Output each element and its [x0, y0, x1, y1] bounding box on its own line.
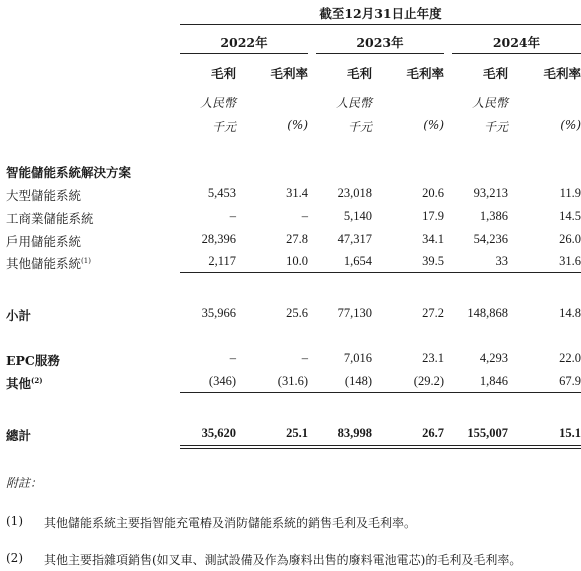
table-cell: 35,966	[201, 306, 236, 320]
table-cell: 25.6	[286, 306, 308, 320]
others-label-text: 其他	[6, 376, 32, 391]
table-cell: (31.6)	[277, 374, 308, 388]
table-cell: 67.9	[559, 374, 581, 388]
table-cell: 47,317	[337, 232, 372, 246]
table-cell: 1,654	[343, 254, 372, 268]
row-label-text: 其他儲能系統	[6, 256, 82, 271]
table-cell: 20.6	[422, 186, 444, 200]
row-label	[6, 254, 91, 272]
period-rule	[180, 24, 581, 25]
unit-margin-2022: (%)	[287, 118, 308, 132]
note-text-1: 其他儲能系統主要指智能充電樁及消防儲能系統的銷售毛利及毛利率。	[44, 516, 417, 530]
table-cell: 35,620	[201, 426, 236, 440]
table-cell: 5,140	[343, 209, 372, 223]
col-margin-2024: 毛利率	[543, 66, 581, 81]
others-rule	[180, 392, 581, 393]
year-2023-header: 2023年	[356, 35, 404, 50]
col-gp-2024: 毛利	[482, 66, 508, 81]
table-cell: 5,453	[207, 186, 236, 200]
table-cell: –	[301, 209, 308, 223]
table-cell: 14.8	[559, 306, 581, 320]
notes-heading: 附註：	[6, 476, 43, 490]
table-cell: 22.0	[559, 351, 581, 365]
table-cell: 4,293	[479, 351, 508, 365]
table-cell: 77,130	[337, 306, 372, 320]
table-cell: 11.9	[559, 186, 581, 200]
unit-gp-2022-line1: 人民幣	[199, 96, 236, 110]
note-marker-2: (2)	[6, 551, 23, 565]
table-cell: (148)	[344, 374, 372, 388]
table-cell: 33	[495, 254, 508, 268]
table-cell: 31.6	[559, 254, 581, 268]
table-cell: 93,213	[473, 186, 508, 200]
row-label: 大型儲能系統	[6, 188, 82, 203]
table-cell: 7,016	[343, 351, 372, 365]
col-gp-2022: 毛利	[210, 66, 236, 81]
table-cell: –	[229, 209, 236, 223]
total-rule-1	[180, 445, 581, 446]
table-cell: 155,007	[467, 426, 508, 440]
table-cell: 31.4	[286, 186, 308, 200]
unit-gp-2022-line2: 千元	[211, 120, 236, 134]
table-cell: 14.5	[559, 209, 581, 223]
table-cell: 15.1	[559, 426, 581, 440]
unit-gp-2024-line1: 人民幣	[471, 96, 508, 110]
footnote-marker: (1)	[81, 257, 91, 265]
table-cell: 27.8	[286, 232, 308, 246]
table-cell: 34.1	[422, 232, 444, 246]
table-cell: 28,396	[201, 232, 236, 246]
subtotal-label: 小計	[6, 308, 32, 323]
table-cell: 23,018	[337, 186, 372, 200]
table-cell: 26.0	[559, 232, 581, 246]
period-header: 截至12月31日止年度	[319, 6, 442, 21]
row-label: 戶用儲能系統	[6, 234, 82, 249]
unit-margin-2024: (%)	[560, 118, 581, 132]
table-cell: 23.1	[422, 351, 444, 365]
note-marker-1: (1)	[6, 514, 23, 528]
footnote-marker: (2)	[31, 376, 43, 385]
table-cell: 25.1	[286, 426, 308, 440]
table-cell: –	[301, 351, 308, 365]
year-2024-rule	[452, 53, 581, 54]
col-margin-2022: 毛利率	[270, 66, 308, 81]
table-cell: –	[229, 351, 236, 365]
unit-gp-2023-line2: 千元	[347, 120, 372, 134]
year-2022-rule	[180, 53, 308, 54]
col-margin-2023: 毛利率	[406, 66, 444, 81]
table-cell: 148,868	[467, 306, 508, 320]
subtotal-rule	[180, 272, 581, 273]
note-text-2: 其他主要指雜項銷售(如叉車、測試設備及作為廢料出售的廢料電池電芯)的毛利及毛利率。	[44, 553, 522, 567]
unit-margin-2023: (%)	[423, 118, 444, 132]
total-rule-2	[180, 448, 581, 449]
table-cell: 1,846	[479, 374, 508, 388]
table-cell: 10.0	[286, 254, 308, 268]
unit-gp-2024-line2: 千元	[483, 120, 508, 134]
epc-label: EPC服務	[6, 353, 60, 368]
table-cell: 26.7	[422, 426, 444, 440]
table-cell: (346)	[208, 374, 236, 388]
table-cell: 2,117	[208, 254, 236, 268]
unit-gp-2023-line1: 人民幣	[335, 96, 372, 110]
col-gp-2023: 毛利	[346, 66, 372, 81]
year-2024-header: 2024年	[492, 35, 541, 50]
table-cell: 54,236	[473, 232, 508, 246]
table-cell: 17.9	[422, 209, 444, 223]
total-label: 總計	[6, 428, 32, 443]
year-2022-header: 2022年	[220, 35, 268, 50]
year-2023-rule	[316, 53, 444, 54]
table-cell: 83,998	[337, 426, 372, 440]
table-cell: 1,386	[479, 209, 508, 223]
table-cell: 39.5	[422, 254, 444, 268]
others-label	[6, 374, 43, 392]
section-title: 智能儲能系統解決方案	[6, 165, 132, 180]
table-cell: 27.2	[422, 306, 444, 320]
table-cell: (29.2)	[413, 374, 444, 388]
row-label: 工商業儲能系統	[6, 211, 94, 226]
